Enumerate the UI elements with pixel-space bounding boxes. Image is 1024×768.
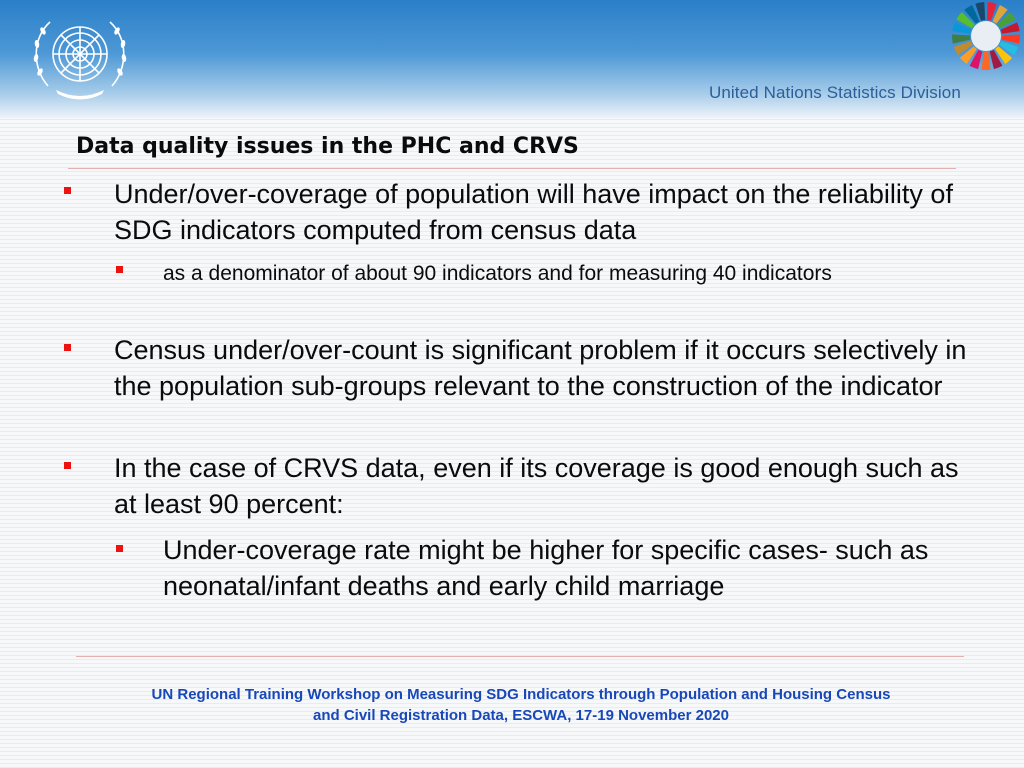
footer-divider	[76, 656, 964, 657]
header-banner	[0, 0, 1024, 118]
bullet-3-text: In the case of CRVS data, even if its coverage is good enough such as at least 90 percent:	[114, 453, 959, 519]
organization-label: United Nations Statistics Division	[709, 83, 961, 102]
bullet-2-text: Census under/over-count is significant problem if it occurs selectively in the population sub-groups relevant to the construction of the indicator	[114, 335, 967, 401]
bullet-marker	[64, 462, 71, 469]
footer-line-2: and Civil Registration Data, ESCWA, 17-19 November 2020	[313, 707, 729, 724]
title-divider	[68, 168, 956, 169]
bullet-3-sub-text: Under-coverage rate might be higher for specific cases- such as neonatal/infant deaths and early child marriage	[163, 535, 929, 601]
slide-title: Data quality issues in the PHC and CRVS	[76, 134, 579, 159]
sdg-wheel-segment	[981, 52, 990, 70]
bullet-marker	[64, 187, 71, 194]
footer-line-1: UN Regional Training Workshop on Measuring SDG Indicators through Population and Housing Census	[151, 686, 891, 703]
sub-bullet-marker	[116, 266, 123, 273]
footer	[62, 684, 980, 726]
sdg-wheel-icon	[950, 0, 1022, 72]
un-emblem-icon	[28, 10, 132, 106]
bullet-marker	[64, 344, 71, 351]
bullet-1-sub-text: as a denominator of about 90 indicators and for measuring 40 indicators	[163, 262, 832, 285]
bullet-1-text: Under/over-coverage of population will have impact on the reliability of SDG indicators computed from census data	[114, 179, 953, 245]
sub-bullet-marker	[116, 545, 123, 552]
